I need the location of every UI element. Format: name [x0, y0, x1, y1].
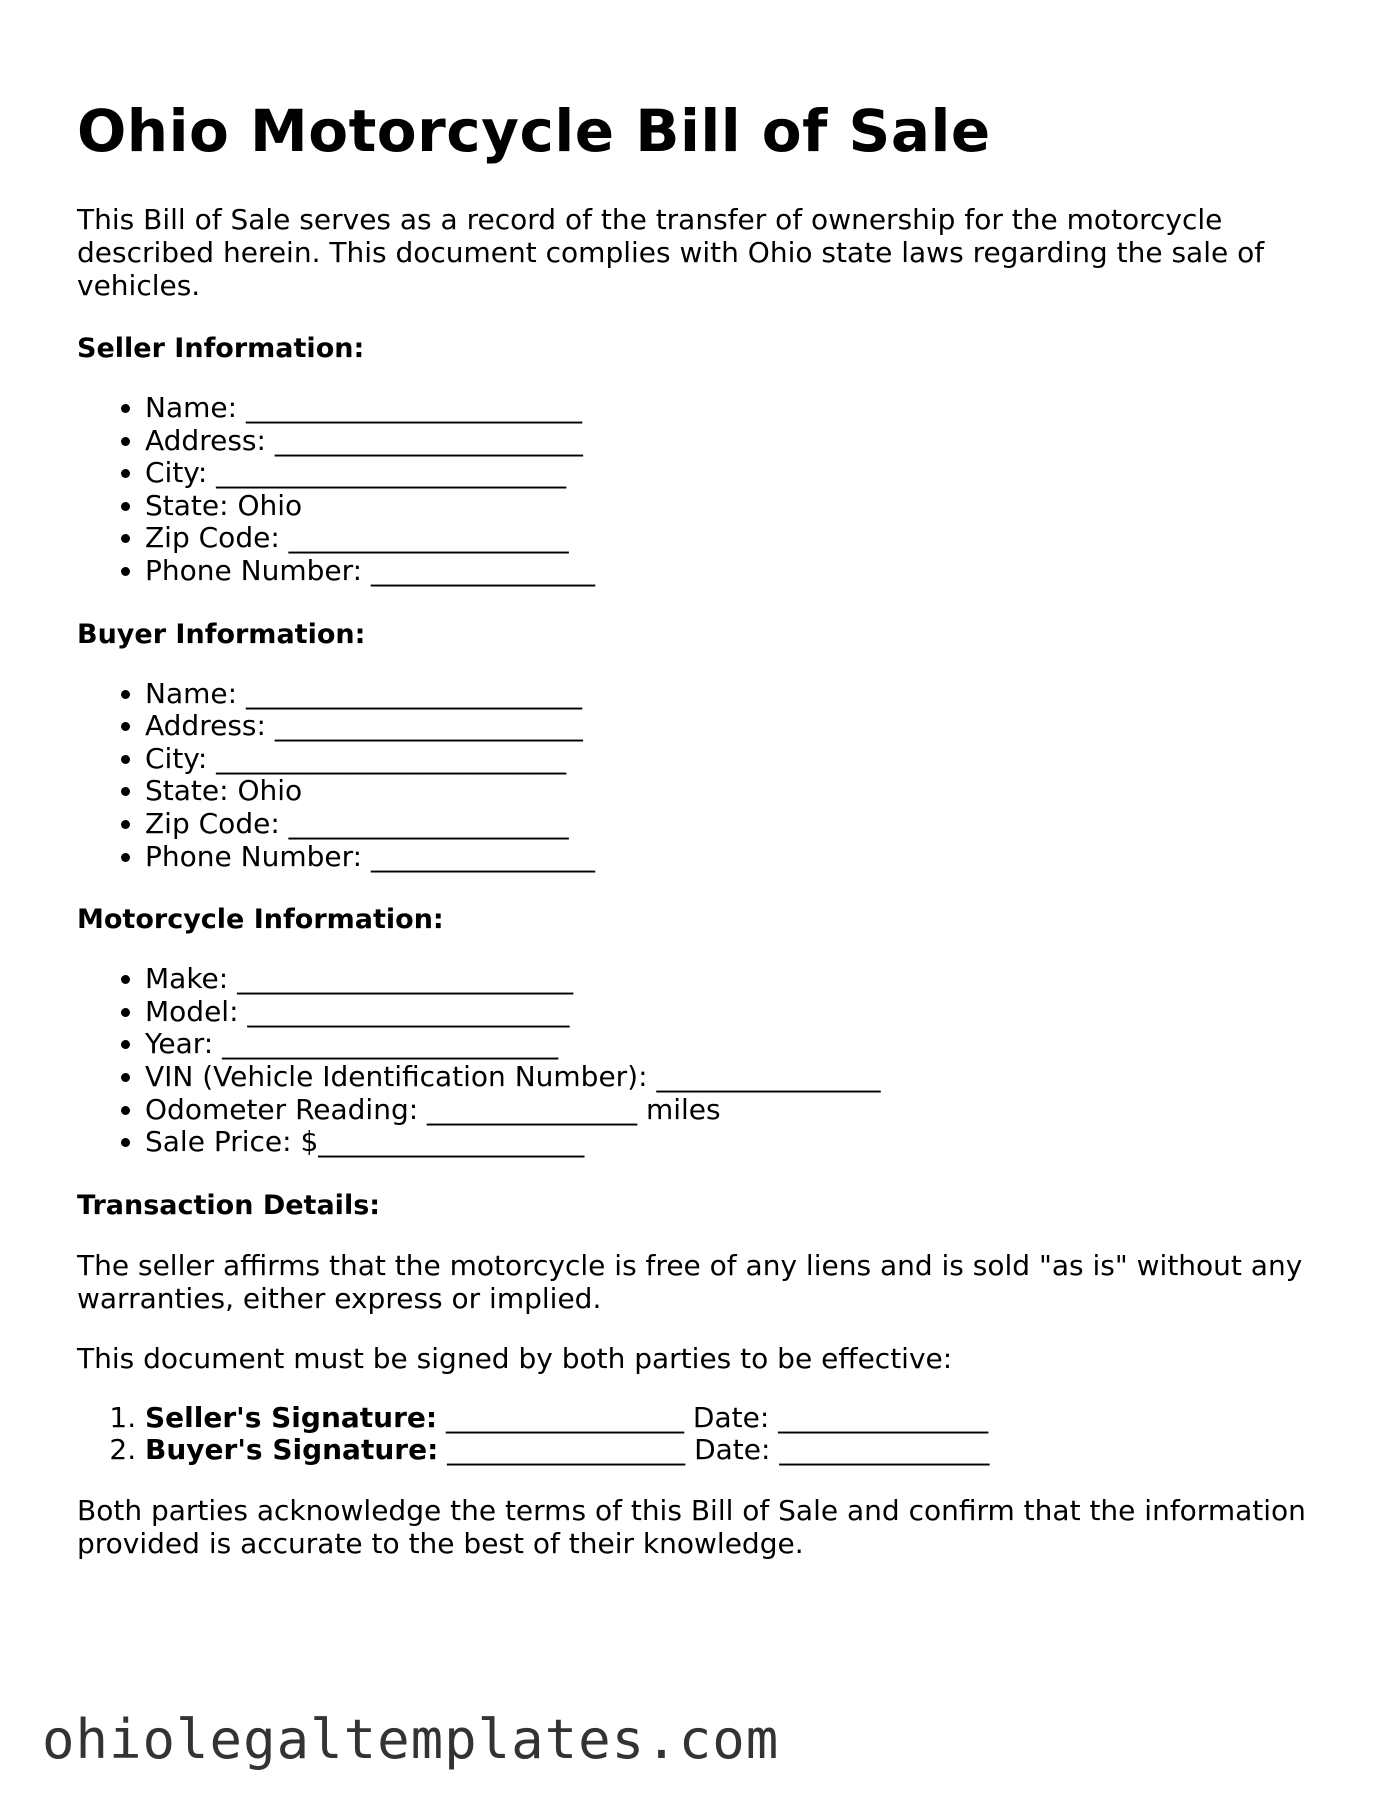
page-title: Ohio Motorcycle Bill of Sale [77, 97, 991, 165]
buyer-section-heading: Buyer Information: [77, 618, 366, 650]
seller-phone-field[interactable]: • Phone Number: ________________ [145, 555, 1317, 588]
seller-city-field[interactable]: • City: _________________________ [145, 457, 1317, 490]
buyer-signature-label: Buyer's Signature: [145, 1433, 439, 1467]
buyer-name-field[interactable]: • Name: ________________________ [145, 678, 1317, 711]
seller-address-field[interactable]: • Address: ______________________ [145, 425, 1317, 458]
intro-paragraph: This Bill of Sale serves as a record of the transfer of ownership for the motorcycle described herein. This document complies with Ohio state laws regarding the sale of vehicles. [77, 203, 1265, 302]
seller-zip-field[interactable]: • Zip Code: ____________________ [145, 522, 1317, 555]
seller-signature-line[interactable] [145, 1402, 1317, 1435]
buyer-state-field: • State: Ohio [145, 775, 1317, 808]
affirmation-paragraph: The seller affirms that the motorcycle is free of any liens and is sold "as is" without any warranties, either express or implied. [77, 1248, 1303, 1315]
signature-list [77, 1402, 1317, 1467]
buyer-signature-line[interactable] [145, 1434, 1317, 1467]
buyer-signature-blank[interactable]: _________________ Date: _______________ [438, 1433, 990, 1467]
seller-signature-label: Seller's Signature: [145, 1400, 438, 1434]
buyer-info-list [77, 678, 1317, 874]
motorcycle-price-field[interactable]: • Sale Price: $___________________ [145, 1126, 1317, 1159]
motorcycle-make-field[interactable]: • Make: ________________________ [145, 963, 1317, 996]
motorcycle-model-field[interactable]: • Model: _______________________ [145, 996, 1317, 1029]
acknowledgement-paragraph: Both parties acknowledge the terms of this Bill of Sale and confirm that the information provided is accurate to the best of their knowledge. [77, 1493, 1306, 1560]
motorcycle-section-heading: Motorcycle Information: [77, 904, 444, 936]
signing-note-paragraph: This document must be signed by both parties to be effective: [77, 1341, 953, 1375]
document-page [77, 96, 1317, 1560]
buyer-zip-field[interactable]: • Zip Code: ____________________ [145, 808, 1317, 841]
seller-section-heading: Seller Information: [77, 333, 365, 364]
site-watermark: ohiolegaltemplates.com [42, 1708, 780, 1771]
buyer-city-field[interactable]: • City: _________________________ [145, 743, 1317, 776]
motorcycle-info-list [77, 963, 1317, 1159]
motorcycle-year-field[interactable]: • Year: ________________________ [145, 1028, 1317, 1061]
buyer-address-field[interactable]: • Address: ______________________ [145, 710, 1317, 743]
motorcycle-vin-field[interactable]: • VIN (Vehicle Identification Number): ________________ [145, 1061, 1317, 1094]
transaction-section-heading: Transaction Details: [77, 1189, 381, 1221]
motorcycle-odometer-field[interactable]: • Odometer Reading: _______________ miles [145, 1094, 1317, 1127]
seller-info-list [77, 392, 1317, 588]
seller-state-field: • State: Ohio [145, 490, 1317, 523]
seller-signature-blank[interactable]: _________________ Date: _______________ [437, 1400, 989, 1434]
seller-name-field[interactable]: • Name: ________________________ [145, 392, 1317, 425]
buyer-phone-field[interactable]: • Phone Number: ________________ [145, 841, 1317, 874]
